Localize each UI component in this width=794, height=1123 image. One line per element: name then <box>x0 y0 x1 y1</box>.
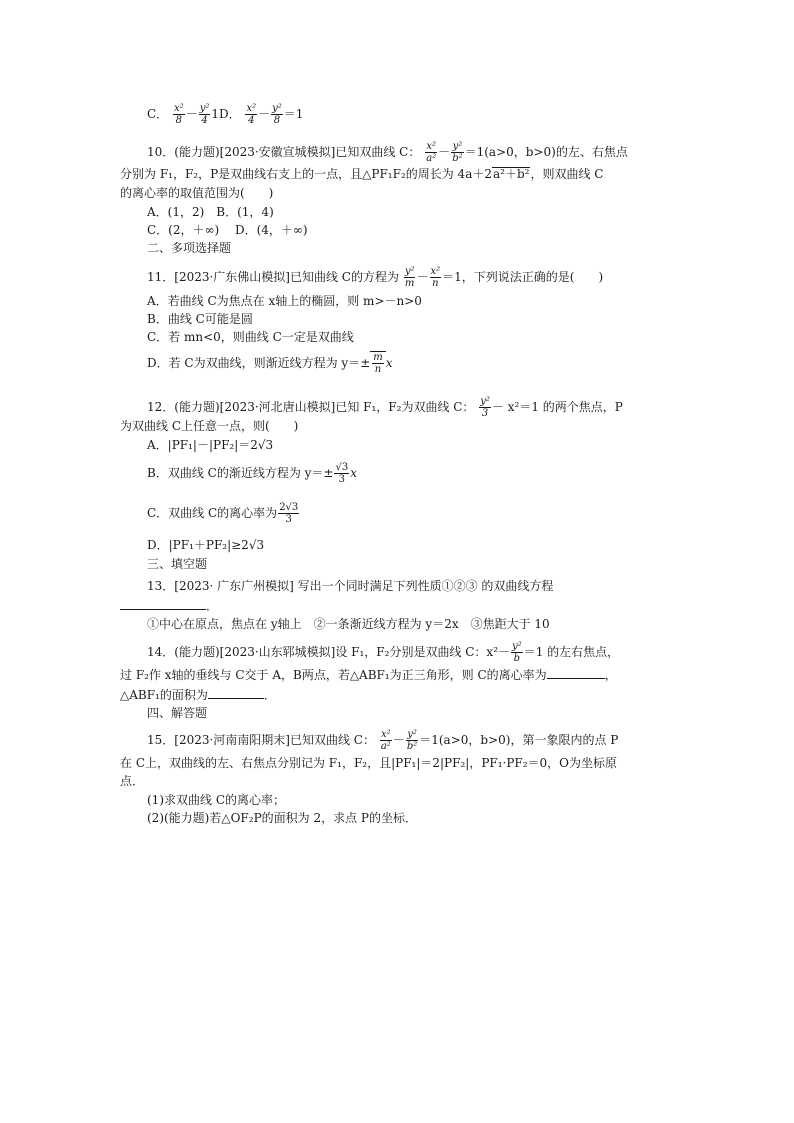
q11-stem: 11．[2023·广东佛山模拟]已知曲线 C的方程为 $\frac{\text{y²}}{m}$ － $\frac{\text{x²}}{n}$ ＝1，下列说法正确的是( ) <box>147 266 604 289</box>
section-multiple-choice-heading: 二、多项选择题 <box>147 241 232 255</box>
answer-blank[interactable] <box>547 666 605 679</box>
q13-stem-line2: ． <box>120 597 218 614</box>
q10-options-cd: C．(2，＋∞) D．(4，＋∞) <box>147 223 308 237</box>
q15-stem-line2: 在 C上，双曲线的左、右焦点分别记为 F₁，F₂，且|PF₁|＝2|PF₂|，PF₁·PF₂＝0，O为坐标原 <box>120 756 618 770</box>
q9-options-cd: C． $\frac{\text{x²}}{8}$ － $\frac{\text{y²}}{4}$ 1D． $\frac{\text{x²}}{4}$ － $\frac{\text{y²}}{8}$ ＝1 <box>147 103 304 126</box>
q11-option-a: A．若曲线 C为焦点在 x轴上的椭圆，则 m>－n>0 <box>147 294 422 308</box>
q10-stem-line3: 的离心率的取值范围为( ) <box>120 186 274 200</box>
q12-option-b: B．双曲线 C的渐近线方程为 y＝± $\frac{√3}{3}$ x <box>147 462 357 485</box>
q11-option-d: D．若 C为双曲线，则渐近线方程为 y＝± $\frac{m}{n}$ x <box>147 352 393 375</box>
q12-stem-line1: 12．(能力题)[2023·河北唐山模拟]已知 F₁，F₂为双曲线 C： $\frac{\text{y²}}{3}$ － x²＝1 的两个焦点，P <box>147 396 623 419</box>
q10-options-ab: A．(1，2) B．(1，4) <box>147 205 274 219</box>
q12-option-d: D．|PF₁＋PF₂|≥2√3 <box>147 538 265 552</box>
section-answer-heading: 四、解答题 <box>147 706 208 720</box>
q15-stem-line1: 15．[2023·河南南阳期末]已知双曲线 C： $\frac{\text{x²}}{\text{a²}}$ － $\frac{\text{y²}}{\text{b²}}$ ＝1(a>0，b>0)，第一象限内的点 P <box>147 729 619 752</box>
q14-stem-line1: 14．(能力题)[2023·山东郓城模拟]设 F₁，F₂分别是双曲线 C：x²－ $\frac{\text{y²}}{b}$ ＝1 的左右焦点， <box>147 641 620 664</box>
q11-option-c: C．若 mn<0，则曲线 C一定是双曲线 <box>147 330 354 344</box>
section-fill-blank-heading: 三、填空题 <box>147 557 208 571</box>
q15-part2: (2)(能力题)若△OF₂P的面积为 2，求点 P的坐标． <box>147 811 417 825</box>
q12-option-a: A．|PF₁|－|PF₂|＝2√3 <box>147 438 274 452</box>
q13-stem-line1: 13．[2023· 广东广州模拟] 写出一个同时满足下列性质①②③ 的双曲线方程 <box>147 579 554 593</box>
q14-stem-line2: 过 F₂作 x轴的垂线与 C交于 A，B两点，若△ABF₁为正三角形，则 C的离心率为 ， <box>120 668 617 682</box>
q11-option-b: B．曲线 C可能是圆 <box>147 312 253 326</box>
q13-properties: ①中心在原点，焦点在 y轴上 ②一条渐近线方程为 y＝2x ③焦距大于 10 <box>147 617 550 631</box>
q12-stem-line2: 为双曲线 C上任意一点，则( ) <box>120 419 299 433</box>
q15-part1: (1)求双曲线 C的离心率； <box>147 793 285 807</box>
q15-stem-line3: 点． <box>120 774 145 788</box>
q14-stem-line3: △ABF₁的面积为 ． <box>120 688 276 702</box>
q10-stem-line1: 10．(能力题)[2023·安徽宣城模拟]已知双曲线 C： $\frac{\text{x²}}{\text{a²}}$ － $\frac{\text{y²}}{\text{b²}}$ ＝1(a>0，b>0)的左、右焦点 <box>147 141 628 164</box>
fraction: $\frac{\text{x²}}{8}$ <box>174 103 184 126</box>
answer-blank[interactable] <box>120 597 206 610</box>
answer-blank[interactable] <box>208 686 264 699</box>
q10-stem-line2: 分别为 F₁，F₂，P是双曲线右支上的一点，且△PF₁F₂的周长为 4a＋2a²＋b²，则双曲线 C <box>120 167 604 181</box>
q12-option-c: C．双曲线 C的离心率为 $\frac{2√3}{3}$ <box>147 502 299 525</box>
